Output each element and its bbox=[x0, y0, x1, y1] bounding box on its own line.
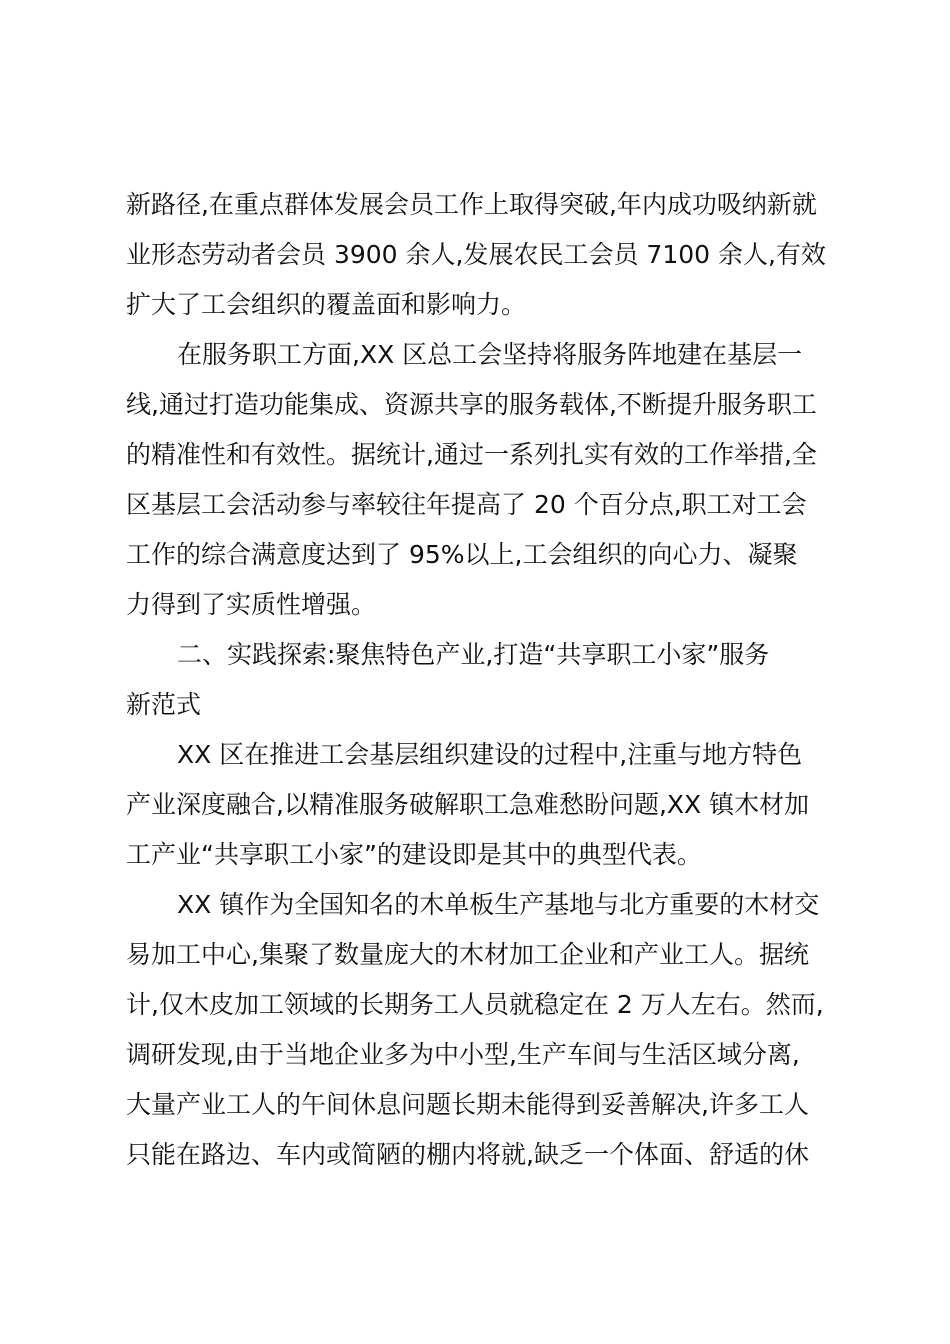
text-line: 扩大了工会组织的覆盖面和影响力。 bbox=[126, 290, 527, 319]
text-line: 工作的综合满意度达到了 95%以上,工会组织的向心力、凝聚 bbox=[126, 540, 798, 569]
text-line: 新路径,在重点群体发展会员工作上取得突破,年内成功吸纳新就 bbox=[126, 190, 817, 219]
text-line: 产业深度融合,以精准服务破解职工急难愁盼问题,XX 镇木材加 bbox=[126, 790, 810, 819]
paragraph-start-line: 在服务职工方面,XX 区总工会坚持将服务阵地建在基层一 bbox=[177, 340, 803, 369]
section-heading-line: 二、实践探索:聚焦特色产业,打造“共享职工小家”服务 bbox=[177, 640, 770, 669]
text-line: 力得到了实质性增强。 bbox=[126, 590, 377, 619]
text-line: 线,通过打造功能集成、资源共享的服务载体,不断提升服务职工 bbox=[126, 390, 817, 419]
text-line: 的精准性和有效性。据统计,通过一系列扎实有效的工作举措,全 bbox=[126, 440, 817, 469]
text-line: 计,仅木皮加工领域的长期务工人员就稳定在 2 万人左右。然而, bbox=[126, 990, 824, 1019]
paragraph-start-line: XX 镇作为全国知名的木单板生产基地与北方重要的木材交 bbox=[177, 890, 820, 919]
document-body bbox=[126, 180, 838, 1180]
text-line: 只能在路边、车内或简陋的棚内将就,缺乏一个体面、舒适的休 bbox=[126, 1140, 809, 1169]
text-line: 工产业“共享职工小家”的建设即是其中的典型代表。 bbox=[126, 840, 702, 869]
text-line: 调研发现,由于当地企业多为中小型,生产车间与生活区域分离, bbox=[126, 1040, 800, 1069]
text-line: 业形态劳动者会员 3900 余人,发展农民工会员 7100 余人,有效 bbox=[126, 240, 826, 269]
section-heading-line: 新范式 bbox=[126, 690, 202, 719]
text-line: 大量产业工人的午间休息问题长期未能得到妥善解决,许多工人 bbox=[126, 1090, 809, 1119]
paragraph-start-line: XX 区在推进工会基层组织建设的过程中,注重与地方特色 bbox=[177, 740, 803, 769]
text-line: 易加工中心,集聚了数量庞大的木材加工企业和产业工人。据统 bbox=[126, 940, 809, 969]
text-line: 区基层工会活动参与率较往年提高了 20 个百分点,职工对工会 bbox=[126, 490, 807, 519]
